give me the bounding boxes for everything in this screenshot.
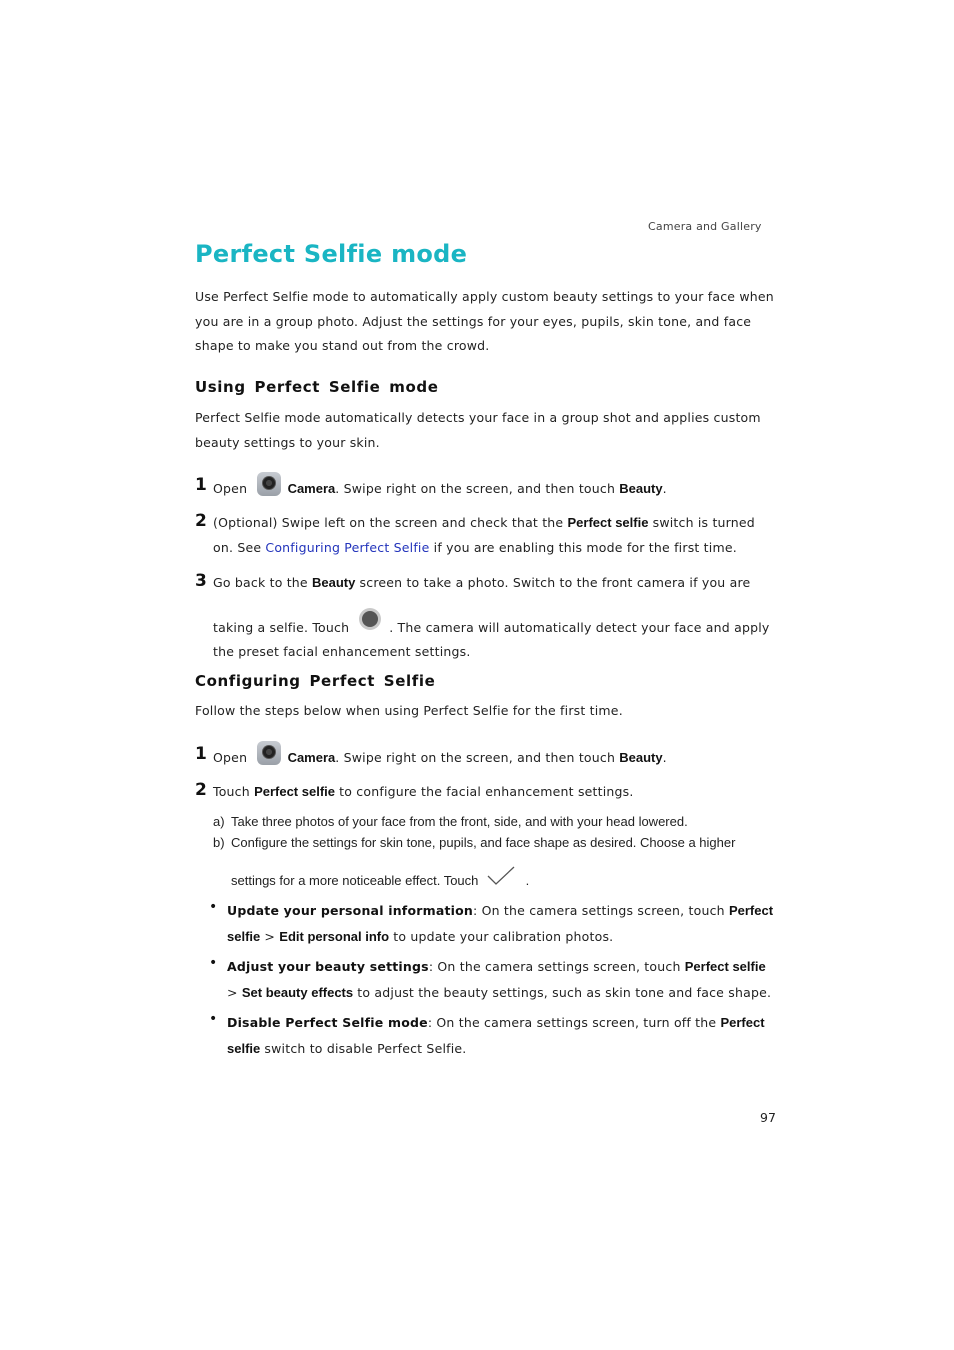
step-number: 3 bbox=[195, 571, 207, 591]
bullet-adjust-beauty-settings: Adjust your beauty settings: On the camera settings screen, touch Perfect selfie > Set beauty effects to adjust the beauty settings, such as skin tone and face shape. bbox=[227, 959, 772, 1000]
bullet-point: • bbox=[209, 955, 218, 971]
substep-label: a) bbox=[213, 814, 225, 829]
camera-app-icon bbox=[257, 741, 281, 765]
step-number: 2 bbox=[195, 511, 207, 531]
shutter-button-icon bbox=[359, 608, 381, 630]
running-header: Camera and Gallery bbox=[648, 220, 762, 233]
configuring-perfect-selfie-link[interactable]: Configuring Perfect Selfie bbox=[265, 539, 430, 555]
bullet-point: • bbox=[209, 1011, 218, 1027]
intro-paragraph: Use Perfect Selfie mode to automatically apply custom beauty settings to your face when you are in a group photo. Adjust the settings for your eyes, pupils, skin tone, and face shape to make you stand out from the crowd. bbox=[195, 289, 774, 353]
step-number: 2 bbox=[195, 780, 207, 800]
section-heading-using: Using Perfect Selfie mode bbox=[195, 378, 439, 396]
using-step-1: Open Camera. Swipe right on the screen, and then touch Beauty. bbox=[213, 472, 667, 501]
configuring-step-2: Touch Perfect selfie to configure the facial enhancement settings. bbox=[213, 784, 634, 799]
configuring-step-1: Open Camera. Swipe right on the screen, and then touch Beauty. bbox=[213, 741, 667, 770]
section-heading-configuring: Configuring Perfect Selfie bbox=[195, 672, 436, 690]
bullet-update-personal-info: Update your personal information: On the camera settings screen, touch Perfect selfie > Edit personal info to update your calibration photos. bbox=[227, 903, 774, 944]
checkmark-icon bbox=[486, 865, 516, 887]
substep-b-line2: settings for a more noticeable effect. Touch . bbox=[231, 865, 529, 888]
substep-b-line1: Configure the settings for skin tone, pupils, and face shape as desired. Choose a higher bbox=[231, 835, 736, 850]
using-step-2: (Optional) Swipe left on the screen and check that the Perfect selfie switch is turned on. See Configuring Perfect Selfie if you are enabling this mode for the first time. bbox=[213, 515, 755, 555]
substep-a: Take three photos of your face from the front, side, and with your head lowered. bbox=[231, 814, 688, 829]
camera-app-icon bbox=[257, 472, 281, 496]
configuring-description: Follow the steps below when using Perfect Selfie for the first time. bbox=[195, 703, 623, 718]
step-number: 1 bbox=[195, 744, 207, 764]
substep-label: b) bbox=[213, 835, 225, 850]
using-step-3: Go back to the Beauty screen to take a photo. Switch to the front camera if you are taking a selfie. Touch . The camera will automatically detect your face and apply the preset facial enhancement settings. bbox=[213, 575, 770, 659]
page-title: Perfect Selfie mode bbox=[195, 240, 468, 268]
bullet-disable-perfect-selfie: Disable Perfect Selfie mode: On the camera settings screen, turn off the Perfect selfie switch to disable Perfect Selfie. bbox=[227, 1015, 765, 1056]
step-number: 1 bbox=[195, 475, 207, 495]
using-description: Perfect Selfie mode automatically detects your face in a group shot and applies custom beauty settings to your skin. bbox=[195, 410, 761, 450]
bullet-point: • bbox=[209, 899, 218, 915]
page-number: 97 bbox=[760, 1110, 776, 1125]
